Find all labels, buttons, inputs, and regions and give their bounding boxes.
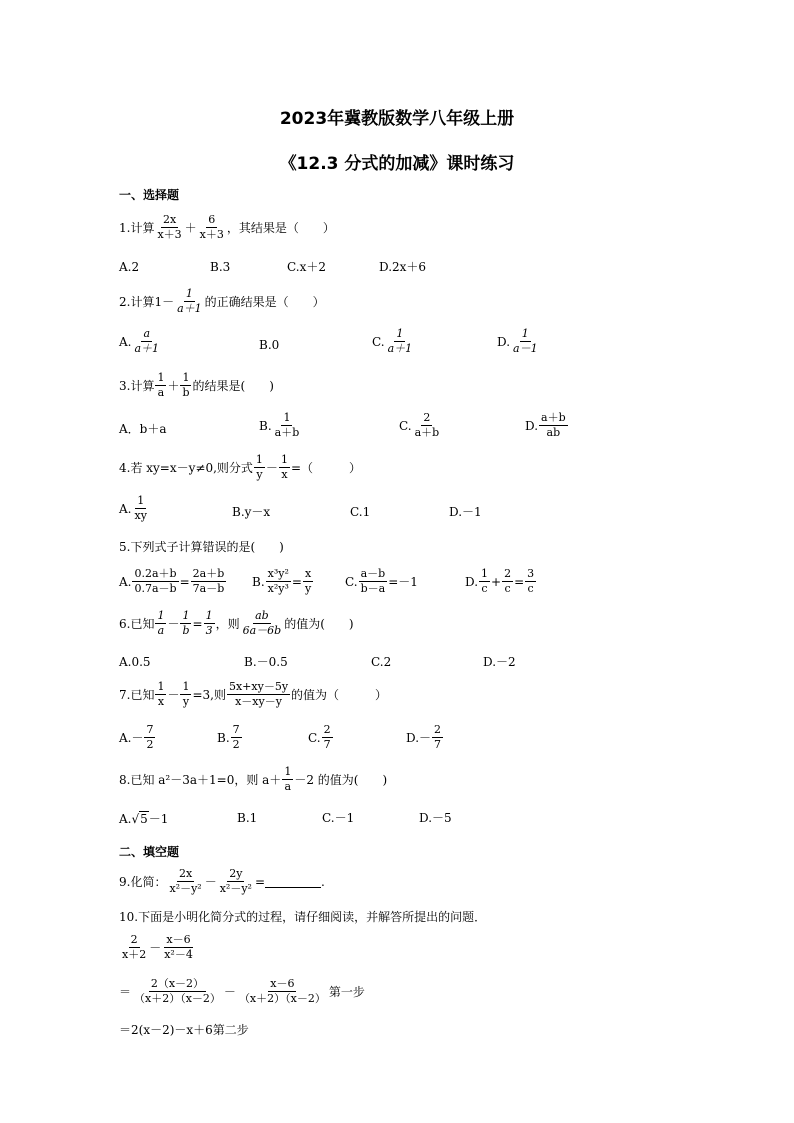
q1-option-b: B.3 xyxy=(210,260,231,274)
q7-option-d: D.－ $\frac{2}{7}$ xyxy=(406,723,442,751)
question-4: 4.若 xy=x－y≠0,则分式 $\frac{1}{y}$ － $\frac{1}{x}$ =（ ） xyxy=(119,453,361,481)
q1-option-d: D.2x＋6 xyxy=(379,260,427,274)
q3-option-c: C. $\frac{2}{a+b}$ xyxy=(399,411,440,439)
q5-option-b: B. $\frac{\text{x³y²}}{\text{x²y³}}$ = $\frac{x}{y}$ xyxy=(252,567,312,595)
question-2-prefix: 2.计算 xyxy=(119,295,155,309)
sqrt-icon: √ xyxy=(131,811,140,826)
q8-option-a: A. √ 5 －1 xyxy=(119,811,169,826)
question-10: 10.下面是小明化简分式的过程，请仔细阅读，并解答所提出的问题． xyxy=(119,910,487,924)
q2-option-b: B.0 xyxy=(259,338,280,352)
section-heading-fill: 二、填空题 xyxy=(119,845,180,859)
operator: ＋ xyxy=(184,221,197,235)
question-6: 6.已知 $\frac{1}{a}$ － $\frac{1}{b}$ = $\frac{1}{3}$ ，则 $\frac{ab}{6a-6b}$ 的值为( ) xyxy=(119,609,354,637)
q3-option-d: D. $\frac{a+b}{ab}$ xyxy=(525,411,566,439)
q7-option-c: C. $\frac{2}{7}$ xyxy=(308,723,331,751)
question-9: 9.化简： $\frac{2x}{\text{x²－y²}}$ － $\frac{2y}{\text{x²－y²}}$ = . xyxy=(119,867,325,895)
q2-option-d: D. $\frac{1}{a-1}$ xyxy=(497,327,538,355)
q4-option-a: A. $\frac{1}{xy}$ xyxy=(119,494,147,522)
q10-expression: $\frac{2}{x+2}$ － $\frac{x-6}{\text{x²－4}}$ xyxy=(122,933,193,961)
q8-option-d: D.－5 xyxy=(419,811,452,825)
question-2-suffix: 的正确结果是（ ） xyxy=(204,295,325,309)
section-heading-choice: 一、选择题 xyxy=(119,188,180,202)
question-7: 7.已知 $\frac{1}{x}$ － $\frac{1}{y}$ =3,则 $\frac{5x+xy-5y}{x-xy-y}$ 的值为（ ） xyxy=(119,680,388,708)
question-2-expr: 1－ xyxy=(154,295,175,309)
q6-option-d: D.－2 xyxy=(483,655,516,669)
q7-option-b: B. $\frac{7}{2}$ xyxy=(217,723,240,751)
q4-option-b: B.y－x xyxy=(232,505,271,519)
q6-option-c: C.2 xyxy=(371,655,392,669)
q3-option-a: A．b＋a xyxy=(119,422,167,436)
q5-option-d: D. $\frac{1}{c}$ + $\frac{2}{c}$ = $\frac{3}{c}$ xyxy=(465,567,535,595)
q8-option-c: C.－1 xyxy=(322,811,355,825)
question-8: 8.已知 a²－3a＋1=0，则 a＋ $\frac{1}{a}$ －2 的值为( ) xyxy=(119,765,388,793)
page-title: 2023年冀教版数学八年级上册 xyxy=(279,109,515,129)
q5-option-a: A. $\frac{0.2a+b}{0.7a-b}$ = $\frac{2a+b}{7a-b}$ xyxy=(119,567,225,595)
q6-option-b: B.－0.5 xyxy=(244,655,288,669)
q2-option-c: C. $\frac{1}{a+1}$ xyxy=(372,327,413,355)
q4-option-d: D.－1 xyxy=(449,505,482,519)
question-1-suffix: ，其结果是（ ） xyxy=(226,221,335,235)
question-5: 5.下列式子计算错误的是( ) xyxy=(119,540,284,554)
question-2-fraction: $\frac{1}{a+1}$ xyxy=(177,287,202,315)
q3-option-b: B. $\frac{1}{a+b}$ xyxy=(259,411,300,439)
q10-step-2: ＝2(x－2)－x＋6第二步 xyxy=(119,1023,249,1037)
q4-option-c: C.1 xyxy=(350,505,371,519)
question-1 xyxy=(119,214,335,241)
question-1-fraction-2: $\frac{6}{x+3}$ xyxy=(199,213,224,241)
q2-option-a: A. $\frac{a}{a+1}$ xyxy=(119,327,160,355)
q8-option-b: B.1 xyxy=(237,811,258,825)
q1-option-c: C.x＋2 xyxy=(287,260,326,274)
q5-option-c: C. $\frac{a-b}{b-a}$ =－1 xyxy=(345,567,418,595)
q6-option-a: A.0.5 xyxy=(119,655,151,669)
q1-option-a: A.2 xyxy=(119,260,140,274)
answer-blank[interactable] xyxy=(265,875,321,888)
page-subtitle: 《12.3 分式的加减》课时练习 xyxy=(279,154,515,174)
question-3: 3.计算 $\frac{1}{a}$ ＋ $\frac{1}{b}$ 的结果是( ) xyxy=(119,371,274,399)
question-2 xyxy=(119,288,325,315)
question-1-prefix: 1.计算 xyxy=(119,221,155,235)
q10-step-1: ＝ $\frac{2(x-2)}{(x+2)(x-2)}$ － $\frac{x-6}{(x+2)(x-2)}$ 第一步 xyxy=(119,977,365,1005)
question-1-fraction-1: $\frac{2x}{x+3}$ xyxy=(157,213,182,241)
q7-option-a: A.－ $\frac{7}{2}$ xyxy=(119,723,154,751)
